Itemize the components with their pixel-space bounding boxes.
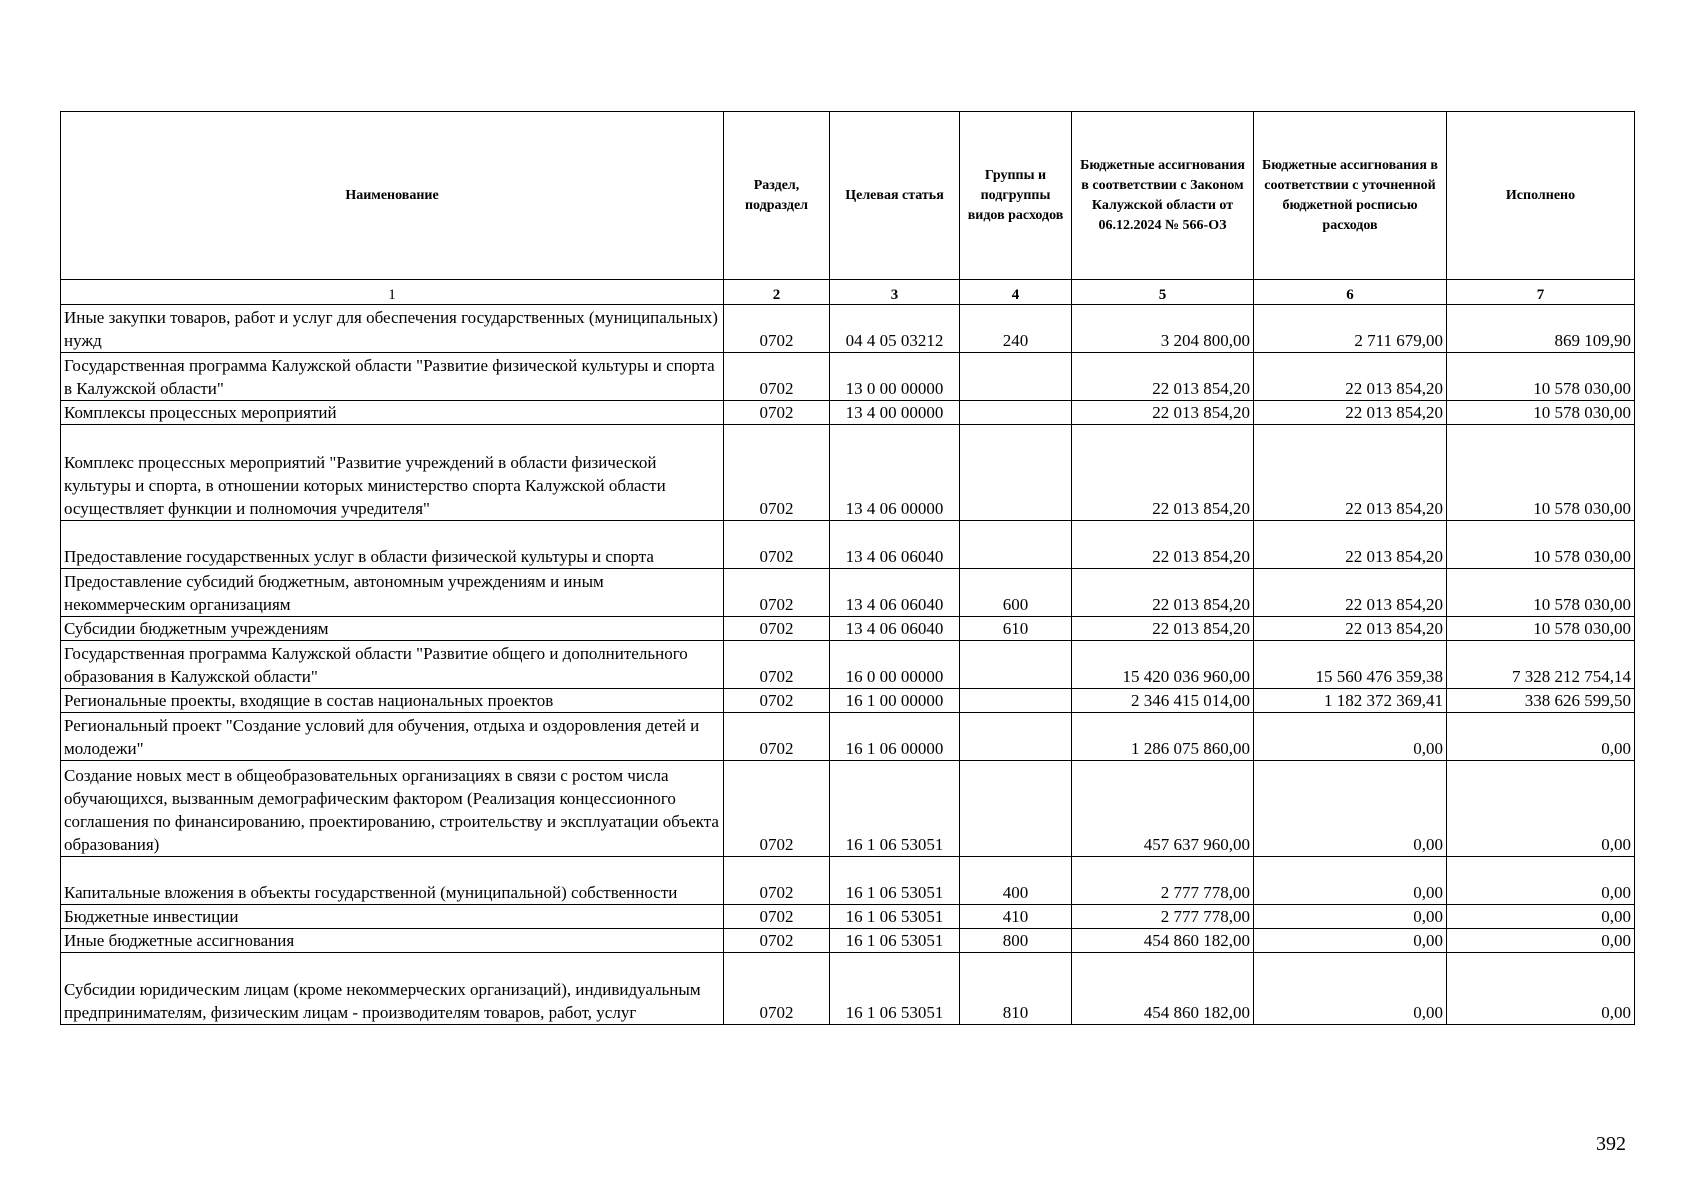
row-section: 0702 — [724, 401, 830, 425]
header-article: Целевая статья — [830, 112, 960, 280]
row-name: Создание новых мест в общеобразовательных организациях в связи с ростом числа обучающихся, вызванным демографическим фактором (Реализация концессионного соглашения по финансированию, проектированию, строительству и эксплуатации объекта образования) — [61, 761, 724, 857]
row-group — [960, 761, 1072, 857]
row-article: 16 1 06 53051 — [830, 905, 960, 929]
row-article: 13 4 06 00000 — [830, 425, 960, 521]
row-article: 16 1 06 53051 — [830, 953, 960, 1025]
column-number: 2 — [724, 280, 830, 305]
row-refined-allocation: 22 013 854,20 — [1254, 617, 1447, 641]
row-name: Субсидии бюджетным учреждениям — [61, 617, 724, 641]
row-name: Региональные проекты, входящие в состав национальных проектов — [61, 689, 724, 713]
row-group: 400 — [960, 857, 1072, 905]
column-number: 7 — [1447, 280, 1635, 305]
row-group: 610 — [960, 617, 1072, 641]
row-article: 04 4 05 03212 — [830, 305, 960, 353]
row-name: Предоставление субсидий бюджетным, автономным учреждениям и иным некоммерческим организациям — [61, 569, 724, 617]
row-article: 16 1 06 53051 — [830, 857, 960, 905]
row-group — [960, 401, 1072, 425]
column-number: 5 — [1072, 280, 1254, 305]
row-name: Предоставление государственных услуг в области физической культуры и спорта — [61, 521, 724, 569]
table-row — [61, 617, 1635, 641]
table-row — [61, 401, 1635, 425]
row-section: 0702 — [724, 569, 830, 617]
row-name: Комплексы процессных мероприятий — [61, 401, 724, 425]
row-law-allocation: 22 013 854,20 — [1072, 617, 1254, 641]
table-row — [61, 953, 1635, 1025]
row-section: 0702 — [724, 953, 830, 1025]
row-section: 0702 — [724, 305, 830, 353]
row-article: 13 4 06 06040 — [830, 569, 960, 617]
row-executed: 0,00 — [1447, 905, 1635, 929]
table-row — [61, 929, 1635, 953]
row-executed: 10 578 030,00 — [1447, 425, 1635, 521]
row-group: 800 — [960, 929, 1072, 953]
row-name: Капитальные вложения в объекты государственной (муниципальной) собственности — [61, 857, 724, 905]
row-article: 16 1 00 00000 — [830, 689, 960, 713]
row-law-allocation: 22 013 854,20 — [1072, 401, 1254, 425]
table-row — [61, 521, 1635, 569]
row-law-allocation: 2 346 415 014,00 — [1072, 689, 1254, 713]
row-article: 13 4 00 00000 — [830, 401, 960, 425]
row-article: 13 4 06 06040 — [830, 617, 960, 641]
row-section: 0702 — [724, 857, 830, 905]
column-number: 4 — [960, 280, 1072, 305]
header-refined-allocation: Бюджетные ассигнования в соответствии с уточненной бюджетной росписью расходов — [1254, 112, 1447, 280]
row-article: 13 0 00 00000 — [830, 353, 960, 401]
row-group: 410 — [960, 905, 1072, 929]
row-group — [960, 689, 1072, 713]
row-group — [960, 425, 1072, 521]
row-refined-allocation: 2 711 679,00 — [1254, 305, 1447, 353]
row-group: 240 — [960, 305, 1072, 353]
header-executed: Исполнено — [1447, 112, 1635, 280]
row-section: 0702 — [724, 689, 830, 713]
row-executed: 0,00 — [1447, 857, 1635, 905]
row-article: 16 0 00 00000 — [830, 641, 960, 689]
row-refined-allocation: 15 560 476 359,38 — [1254, 641, 1447, 689]
row-group: 810 — [960, 953, 1072, 1025]
row-section: 0702 — [724, 521, 830, 569]
column-number: 1 — [61, 280, 724, 305]
row-refined-allocation: 0,00 — [1254, 713, 1447, 761]
row-refined-allocation: 0,00 — [1254, 929, 1447, 953]
row-name: Государственная программа Калужской области "Развитие физической культуры и спорта в Калужской области" — [61, 353, 724, 401]
row-section: 0702 — [724, 353, 830, 401]
row-refined-allocation: 0,00 — [1254, 857, 1447, 905]
row-law-allocation: 22 013 854,20 — [1072, 425, 1254, 521]
row-section: 0702 — [724, 617, 830, 641]
row-group — [960, 641, 1072, 689]
row-executed: 0,00 — [1447, 713, 1635, 761]
row-name: Государственная программа Калужской области "Развитие общего и дополнительного образования в Калужской области" — [61, 641, 724, 689]
row-article: 13 4 06 06040 — [830, 521, 960, 569]
table-row — [61, 761, 1635, 857]
row-law-allocation: 457 637 960,00 — [1072, 761, 1254, 857]
header-name: Наименование — [61, 112, 724, 280]
row-group — [960, 713, 1072, 761]
table-row — [61, 305, 1635, 353]
row-group — [960, 353, 1072, 401]
row-executed: 10 578 030,00 — [1447, 617, 1635, 641]
row-refined-allocation: 0,00 — [1254, 953, 1447, 1025]
row-section: 0702 — [724, 713, 830, 761]
row-name: Иные бюджетные ассигнования — [61, 929, 724, 953]
page-number: 392 — [1596, 1133, 1626, 1155]
row-name: Региональный проект "Создание условий для обучения, отдыха и оздоровления детей и молодежи" — [61, 713, 724, 761]
row-name: Комплекс процессных мероприятий "Развитие учреждений в области физической культуры и спорта, в отношении которых министерство спорта Калужской области осуществляет функции и полномочия учредителя" — [61, 425, 724, 521]
row-law-allocation: 22 013 854,20 — [1072, 569, 1254, 617]
row-section: 0702 — [724, 761, 830, 857]
row-law-allocation: 15 420 036 960,00 — [1072, 641, 1254, 689]
row-law-allocation: 22 013 854,20 — [1072, 353, 1254, 401]
table-row — [61, 353, 1635, 401]
table-row — [61, 641, 1635, 689]
column-number: 3 — [830, 280, 960, 305]
row-executed: 10 578 030,00 — [1447, 521, 1635, 569]
row-refined-allocation: 22 013 854,20 — [1254, 569, 1447, 617]
row-refined-allocation: 1 182 372 369,41 — [1254, 689, 1447, 713]
table-row — [61, 713, 1635, 761]
row-executed: 10 578 030,00 — [1447, 353, 1635, 401]
row-name: Бюджетные инвестиции — [61, 905, 724, 929]
row-group: 600 — [960, 569, 1072, 617]
row-executed: 0,00 — [1447, 929, 1635, 953]
budget-table — [60, 111, 1635, 1025]
table-body — [61, 305, 1635, 1025]
row-executed: 10 578 030,00 — [1447, 569, 1635, 617]
table-row — [61, 905, 1635, 929]
row-law-allocation: 2 777 778,00 — [1072, 857, 1254, 905]
row-section: 0702 — [724, 929, 830, 953]
row-refined-allocation: 22 013 854,20 — [1254, 353, 1447, 401]
row-section: 0702 — [724, 905, 830, 929]
row-group — [960, 521, 1072, 569]
row-name: Субсидии юридическим лицам (кроме некоммерческих организаций), индивидуальным предпринимателям, физическим лицам - производителям товаров, работ, услуг — [61, 953, 724, 1025]
header-law-allocation: Бюджетные ассигнования в соответствии с Законом Калужской области от 06.12.2024 № 566-ОЗ — [1072, 112, 1254, 280]
row-law-allocation: 3 204 800,00 — [1072, 305, 1254, 353]
header-section: Раздел, подраздел — [724, 112, 830, 280]
table-row — [61, 857, 1635, 905]
row-section: 0702 — [724, 425, 830, 521]
row-executed: 7 328 212 754,14 — [1447, 641, 1635, 689]
row-refined-allocation: 22 013 854,20 — [1254, 521, 1447, 569]
row-article: 16 1 06 00000 — [830, 713, 960, 761]
row-law-allocation: 1 286 075 860,00 — [1072, 713, 1254, 761]
row-refined-allocation: 22 013 854,20 — [1254, 401, 1447, 425]
row-law-allocation: 454 860 182,00 — [1072, 953, 1254, 1025]
row-executed: 0,00 — [1447, 953, 1635, 1025]
row-law-allocation: 2 777 778,00 — [1072, 905, 1254, 929]
row-executed: 10 578 030,00 — [1447, 401, 1635, 425]
row-executed: 869 109,90 — [1447, 305, 1635, 353]
header-group: Группы и подгруппы видов расходов — [960, 112, 1072, 280]
column-number: 6 — [1254, 280, 1447, 305]
row-law-allocation: 22 013 854,20 — [1072, 521, 1254, 569]
table-row — [61, 689, 1635, 713]
row-executed: 0,00 — [1447, 761, 1635, 857]
row-refined-allocation: 0,00 — [1254, 905, 1447, 929]
row-section: 0702 — [724, 641, 830, 689]
row-law-allocation: 454 860 182,00 — [1072, 929, 1254, 953]
table-row — [61, 425, 1635, 521]
row-name: Иные закупки товаров, работ и услуг для обеспечения государственных (муниципальных) нужд — [61, 305, 724, 353]
row-article: 16 1 06 53051 — [830, 929, 960, 953]
row-refined-allocation: 0,00 — [1254, 761, 1447, 857]
row-refined-allocation: 22 013 854,20 — [1254, 425, 1447, 521]
row-executed: 338 626 599,50 — [1447, 689, 1635, 713]
table-row — [61, 569, 1635, 617]
row-article: 16 1 06 53051 — [830, 761, 960, 857]
